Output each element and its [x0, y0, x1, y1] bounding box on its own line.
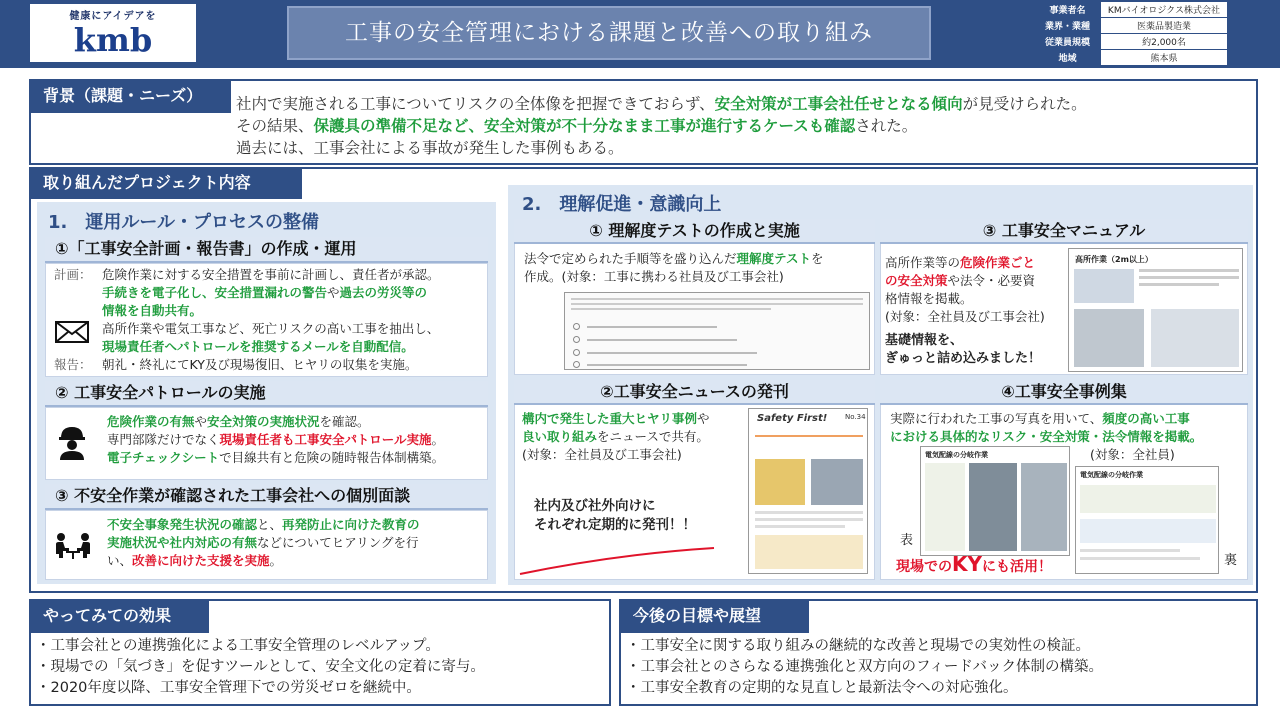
info-key: 地域 — [1035, 50, 1101, 66]
info-key: 従業員規模 — [1035, 34, 1101, 50]
worker-icon — [55, 424, 89, 464]
info-value: 医薬品製造業 — [1101, 18, 1228, 34]
subsection-interview-title: ③ 不安全作業が確認された工事会社への個別面談 — [45, 484, 488, 510]
manual-page-image — [1068, 248, 1243, 372]
logo-text: kmb — [73, 21, 153, 59]
meeting-icon — [53, 532, 93, 564]
report-text: 朝礼・終礼にてKY及び現場復旧、ヒヤリの収集を実施。 — [102, 357, 418, 372]
project-tag: 取り組んだプロジェクト内容 — [29, 167, 302, 199]
manual-highlight: 基礎情報を、 ぎゅっと詰め込みました！ — [885, 333, 1042, 366]
mail-icon — [55, 321, 89, 347]
page-title: 工事の安全管理における課題と改善への取り組み — [287, 6, 931, 60]
info-key: 事業者名 — [1035, 2, 1101, 18]
test-card-text: 法令で定められた手順等を盛り込んだ理解度テストを 作成。(対象：工事に携わる社員及び工事会社) — [524, 251, 824, 284]
info-value: 熊本県 — [1101, 50, 1228, 66]
case-highlight: 現場でのKYにも活用！ — [896, 552, 1052, 576]
list-item: ・2020年度以降、工事安全管理下での労災ゼロを継続中。 — [36, 680, 421, 696]
list-item: ・現場での「気づき」を促すツールとして、安全文化の定着に寄与。 — [36, 659, 485, 675]
case-card-text: 実際に行われた工事の写真を用いて、頻度の高い工事 における具体的なリスク・安全対策・法令情報を掲載。 (対象：全社員) — [890, 411, 1203, 462]
background-text: 社内で実施される工事についてリスクの全体像を把握できておらず、安全対策が工事会社任せとなる傾向が見受けられた。 その結果、保護具の準備不足など、安全対策が不十分なまま工事が進行するケースも確認された。 過去には、工事会社による事故が発生した事例もある。 — [236, 95, 1087, 157]
background-tag: 背景（課題・ニーズ） — [29, 79, 231, 113]
future-tag: 今後の目標や展望 — [619, 599, 809, 633]
news-issue-no: No.34 — [845, 413, 866, 421]
news-logo: Safety First! — [757, 413, 828, 424]
interview-text: 不安全事象発生状況の確認と、再発防止に向けた教育の 実施状況や社内対応の有無などについてヒアリングを行 い、改善に向けた支援を実施。 — [107, 517, 420, 568]
company-logo — [30, 4, 196, 62]
effect-list — [36, 636, 485, 699]
case-front-label: 電気配線の分岐作業 — [925, 451, 988, 459]
logo-tagline: 健康にアイデアを — [69, 11, 157, 22]
future-list — [626, 636, 1103, 699]
case-card-title: ④工事安全事例集 — [880, 380, 1248, 405]
news-card-text: 構内で発生した重大ヒヤリ事例や 良い取り組みをニュースで共有。 (対象：全社員及び工事会社) — [522, 411, 710, 462]
news-underline — [518, 546, 718, 580]
info-key: 業界・業種 — [1035, 18, 1101, 34]
effect-tag: やってみての効果 — [29, 599, 209, 633]
section-1-title: 1. 運用ルール・プロセスの整備 — [48, 212, 320, 233]
manual-page-label: 高所作業（2m以上） — [1075, 255, 1153, 264]
test-form-image — [564, 292, 870, 370]
case-back-image — [1075, 466, 1219, 574]
mail-text: 高所作業や電気工事など、死亡リスクの高い工事を抽出し、 現場責任者へパトロールを推奨するメールを自動配信。 — [102, 321, 440, 354]
case-front-mark: 表 — [900, 533, 914, 548]
news-issue-image — [748, 408, 868, 574]
subsection-patrol-title: ② 工事安全パトロールの実施 — [45, 381, 488, 407]
news-card-title: ②工事安全ニュースの発刊 — [514, 380, 875, 405]
case-back-label: 電気配線の分岐作業 — [1080, 471, 1143, 479]
list-item: ・工事安全教育の定期的な見直しと最新法令への対応強化。 — [626, 680, 1018, 696]
manual-card-title: ③ 工事安全マニュアル — [880, 219, 1248, 244]
subsection-plan-report-title: ①「工事安全計画・報告書」の作成・運用 — [45, 237, 488, 263]
case-back-mark: 裏 — [1224, 553, 1238, 568]
list-item: ・工事会社との連携強化による工事安全管理のレベルアップ。 — [36, 638, 440, 654]
manual-card-text: 高所作業等の危険作業ごと の安全対策や法令・必要資 格情報を掲載。 (対象：全社員及び工事会社) — [885, 255, 1045, 324]
plan-text: 危険作業に対する安全措置を事前に計画し、責任者が承認。 手続きを電子化し、安全措置漏れの警告や過去の労災等の 情報を自動共有。 — [102, 267, 440, 318]
company-info-table — [1034, 1, 1228, 66]
report-label: 報告： — [54, 357, 92, 372]
patrol-text: 危険作業の有無や安全対策の実施状況を確認。 専門部隊だけでなく現場責任者も工事安全パトロール実施。 電子チェックシートで目線共有と危険の随時報告体制構築。 — [107, 414, 445, 465]
plan-label: 計画： — [54, 267, 92, 282]
case-front-image — [920, 446, 1070, 556]
list-item: ・工事会社とのさらなる連携強化と双方向のフィードバック体制の構築。 — [626, 659, 1104, 675]
info-value: KMバイオロジクス株式会社 — [1101, 2, 1228, 18]
info-value: 約2,000名 — [1101, 34, 1228, 50]
section-2-title: 2. 理解促進・意識向上 — [522, 194, 722, 215]
header-bar — [0, 0, 1280, 68]
test-card-title: ① 理解度テストの作成と実施 — [514, 219, 875, 244]
list-item: ・工事安全に関する取り組みの継続的な改善と現場での実効性の検証。 — [626, 638, 1090, 654]
news-highlight: 社内及び社外向けに それぞれ定期的に発刊！！ — [534, 498, 696, 533]
